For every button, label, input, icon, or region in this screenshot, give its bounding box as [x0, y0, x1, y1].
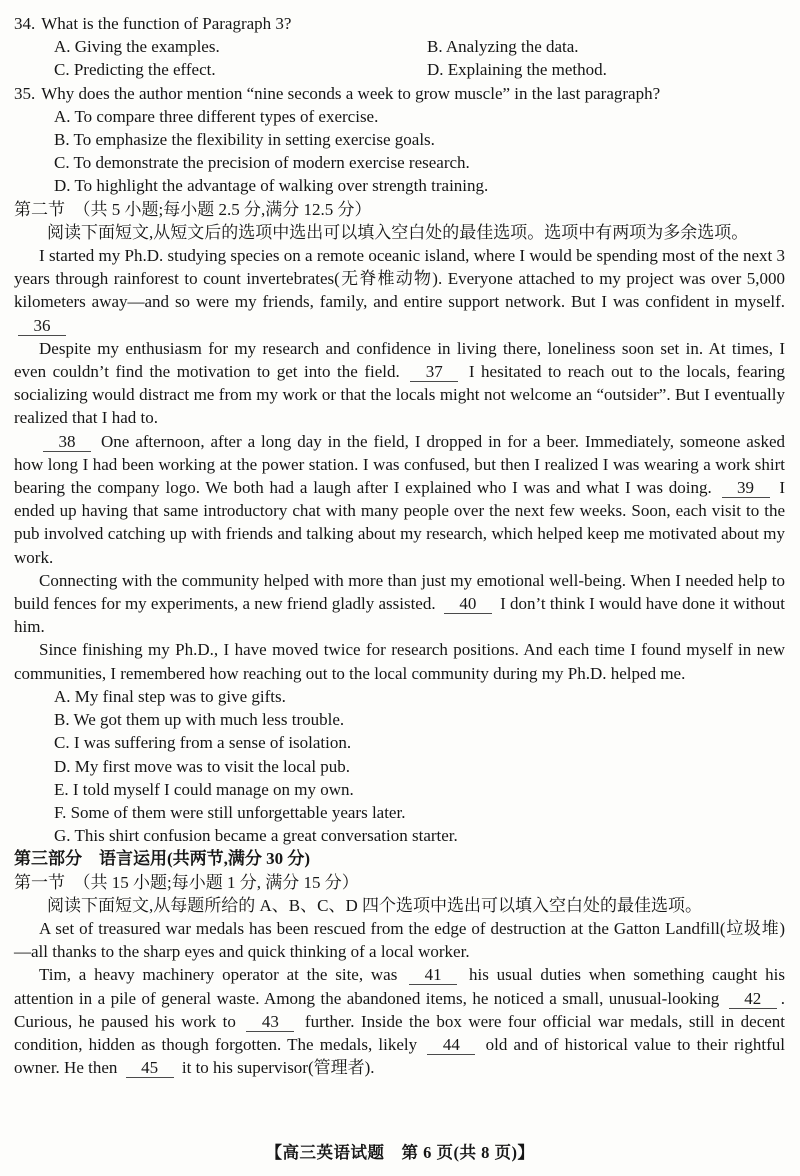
paragraph-text: it to his supervisor(管理者). — [181, 1058, 375, 1078]
cloze-option-g: G. This shirt confusion became a great conversation starter. — [54, 826, 458, 846]
part3-heading: 第三部分 语言运用(共两节,满分 30 分) — [14, 849, 311, 869]
cloze-option-c: C. I was suffering from a sense of isolation. — [54, 733, 352, 753]
cloze-option-f: F. Some of them were still unforgettable years later. — [54, 802, 406, 822]
question-35-stem-line — [14, 82, 785, 105]
cloze-paragraph-4 — [14, 569, 785, 639]
option-d: D. To highlight the advantage of walking over strength training. — [54, 176, 489, 196]
question-number: 34. — [14, 14, 36, 33]
cloze-paragraph-2 — [14, 337, 785, 430]
section2-instruction: 阅读下面短文,从短文后的选项中选出可以填入空白处的最佳选项。选项中有两项为多余选项。 — [47, 222, 749, 242]
paragraph-text: his usual duties when something caught his attention in a pile of general waste. Among the abandoned items, he noticed a small, unusual-looking — [14, 965, 786, 1008]
cloze-option-e: E. I told myself I could manage on my own. — [54, 779, 354, 799]
passage2-paragraph-2 — [14, 963, 785, 1079]
page-footer: 【高三英语试题 第 6 页(共 8 页)】 — [265, 1142, 535, 1162]
blank-38: 38 — [43, 433, 91, 452]
cloze-paragraph-1 — [14, 244, 785, 337]
section2-heading: 第二节 （共 5 小题;每小题 2.5 分,满分 12.5 分） — [14, 199, 372, 219]
option-c: C. To demonstrate the precision of modern exercise research. — [54, 153, 470, 173]
option-a: A. To compare three different types of exercise. — [54, 106, 379, 126]
paragraph-text: Since finishing my Ph.D., I have moved twice for research positions. And each time I found myself in new communities, I remembered how reaching out to the local community during my Ph.D. helped me. — [14, 640, 785, 683]
paragraph-text: . Curious, he paused his work to — [14, 988, 785, 1031]
paragraph-text: Tim, a heavy machinery operator at the site, was — [39, 965, 398, 985]
option-b: B. To emphasize the flexibility in setting exercise goals. — [54, 130, 435, 150]
paragraph-text: old and of historical value to their rightful owner. He then — [14, 1034, 785, 1078]
blank-37: 37 — [410, 363, 458, 382]
cloze-option-d: D. My first move was to visit the local pub. — [54, 756, 351, 776]
cloze-paragraph-3 — [14, 430, 785, 569]
part3-instruction: 阅读下面短文,从每题所给的 A、B、C、D 四个选项中选出可以填入空白处的最佳选项。 — [47, 895, 702, 915]
cloze-options — [14, 685, 785, 847]
question-34-options — [14, 35, 785, 81]
cloze-option-a: A. My final step was to give gifts. — [54, 686, 286, 706]
question-35 — [14, 82, 785, 198]
blank-39: 39 — [722, 479, 770, 498]
blank-36: 36 — [18, 317, 66, 336]
paragraph-text: further. Inside the box were four official war medals, still in decent condition, hidden as though forgotten. The medals, likely — [14, 1011, 786, 1054]
blank-45: 45 — [126, 1059, 174, 1078]
blank-41: 41 — [409, 966, 457, 985]
question-number: 35. — [14, 83, 36, 103]
cloze-option-b: B. We got them up with much less trouble. — [54, 710, 345, 730]
question-34-stem-line — [14, 12, 785, 35]
paragraph-text: I ended up having that same introductory chat with many people over the next few weeks. Soon, each visit to the pub involved catching up with friends and talking about my research, which helped keep me motivated about my work. — [14, 478, 786, 567]
option-a: A. Giving the examples. — [54, 37, 220, 57]
blank-42: 42 — [729, 990, 777, 1009]
question-34 — [14, 12, 785, 82]
paragraph-text: A set of treasured war medals has been rescued from the edge of destruction at the Gatton Landfill(垃圾堆)—all thanks to the sharp eyes and quick thinking of a local worker. — [14, 918, 785, 962]
paragraph-text: I hesitated to reach out to the locals, fearing socializing would distract me from my work or that the locals might not welcome an “outsider”. But I eventually realized that I had to. — [14, 362, 786, 428]
question-stem: What is the function of Paragraph 3? — [41, 14, 292, 33]
blank-40: 40 — [444, 595, 492, 614]
paragraph-text: Connecting with the community helped with more than just my emotional well-being. When I needed help to build fences for my experiments, a new friend gladly assisted. — [14, 570, 785, 614]
paragraph-text: One afternoon, after a long day in the field, I dropped in for a beer. Immediately, someone asked how long I had been working at the power station. I was confused, but then I realized I was wearing a work shirt bearing the company logo. We both had a laugh after I explained who I was and what I was doing. — [14, 431, 785, 498]
part3-section1-heading: 第一节 （共 15 小题;每小题 1 分, 满分 15 分） — [14, 872, 359, 892]
option-c: C. Predicting the effect. — [54, 60, 216, 80]
blank-43: 43 — [246, 1013, 294, 1032]
passage2-paragraph-1 — [14, 917, 785, 963]
option-b: B. Analyzing the data. — [427, 37, 579, 57]
option-d: D. Explaining the method. — [427, 60, 607, 80]
paragraph-text: Despite my enthusiasm for my research and confidence in living there, loneliness soon set in. At times, I even couldn’t find the motivation to get into the field. — [14, 338, 785, 382]
blank-44: 44 — [427, 1036, 475, 1055]
question-stem: Why does the author mention “nine seconds a week to grow muscle” in the last paragraph? — [41, 83, 661, 103]
paragraph-text: I don’t think I would have done it without him. — [14, 594, 786, 637]
cloze-paragraph-5 — [14, 638, 785, 684]
paragraph-text: I started my Ph.D. studying species on a remote oceanic island, where I would be spending most of the next 3 years through rainforest to count invertebrates(无脊椎动物). Everyone attached to my project was over 5,000 kilometers away—and so were my friends, family, and entire support network. But I was confident in myself. — [14, 246, 785, 312]
